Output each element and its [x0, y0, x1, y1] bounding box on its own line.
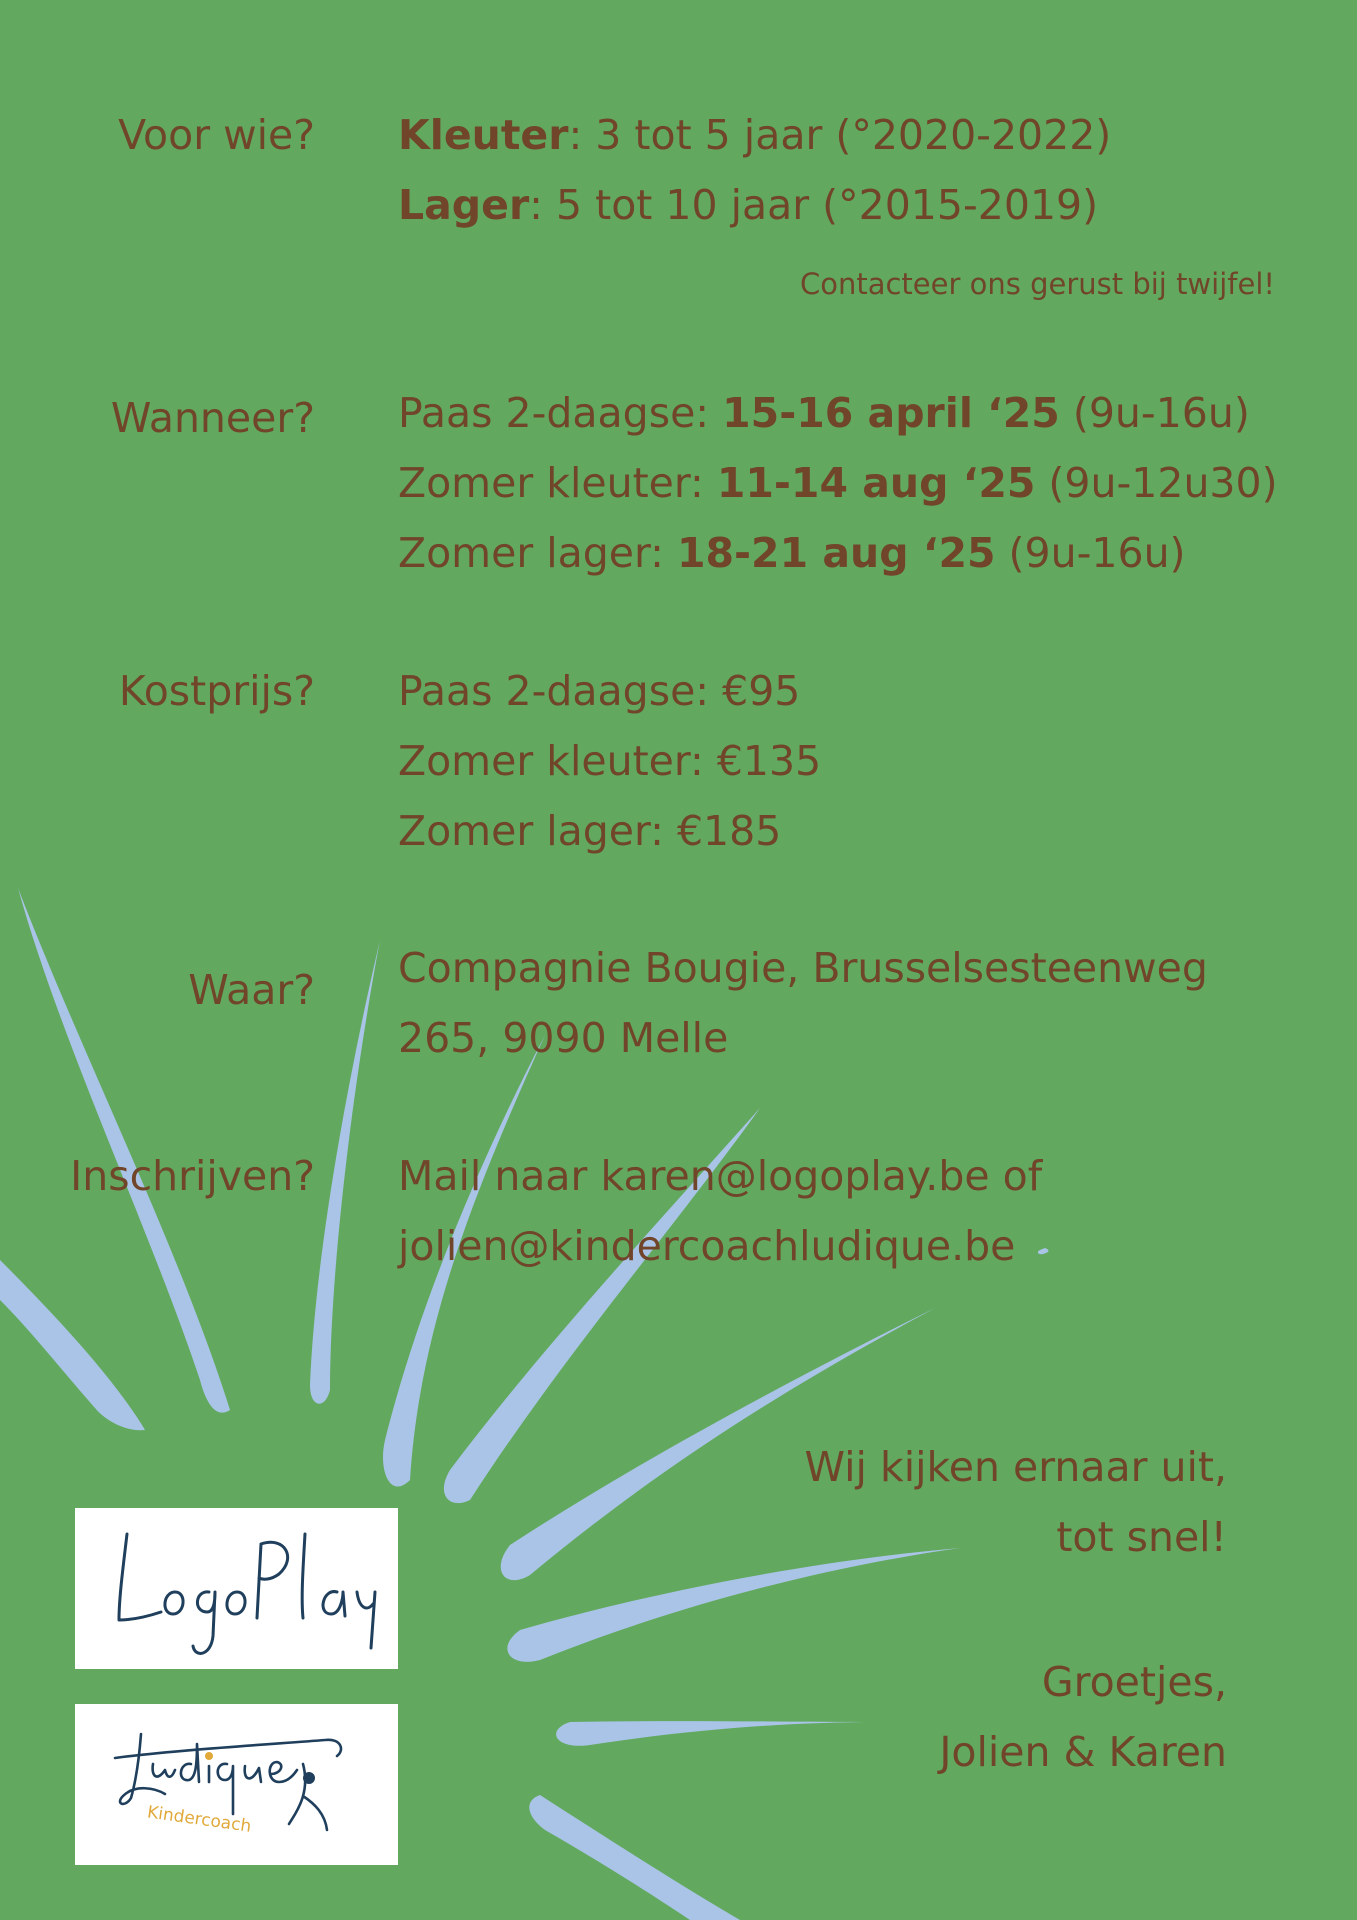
address-line-1: Compagnie Bougie, Brusselsesteenweg — [398, 944, 1208, 992]
closing-line-3: Groetjes, — [1041, 1658, 1227, 1706]
date-zomer-lager: Zomer lager: 18-21 aug ‘25 (9u-16u) — [398, 529, 1186, 577]
logoplay-logo — [75, 1508, 398, 1669]
value-kostprijs — [398, 656, 1318, 866]
date-paas: Paas 2-daagse: 15-16 april ‘25 (9u-16u) — [398, 389, 1250, 437]
label-inschrijven: Inschrijven? — [70, 1152, 315, 1200]
value-waar — [398, 933, 1318, 1073]
contact-note: Contacteer ons gerust bij twijfel! — [799, 267, 1275, 301]
address-line-2: 265, 9090 Melle — [398, 1014, 729, 1062]
label-waar: Waar? — [188, 966, 315, 1014]
value-voor-wie — [398, 100, 1318, 240]
closing-line-2: tot snel! — [1056, 1513, 1227, 1561]
value-wanneer — [398, 378, 1318, 588]
label-wanneer: Wanneer? — [110, 394, 315, 442]
closing-line-4: Jolien & Karen — [939, 1728, 1227, 1776]
ludique-logo-art — [75, 1704, 398, 1865]
value-inschrijven — [398, 1141, 1318, 1281]
ludique-kindercoach-logo — [75, 1704, 398, 1865]
ludique-subtitle: Kindercoach — [145, 1802, 253, 1837]
closing-line-1: Wij kijken ernaar uit, — [804, 1443, 1227, 1491]
closing-greeting — [627, 1432, 1227, 1572]
age-group-lager: Lager: 5 tot 10 jaar (°2015-2019) — [398, 181, 1099, 229]
age-group-kleuter: Kleuter: 3 tot 5 jaar (°2020-2022) — [398, 111, 1112, 159]
registration-email-jolien: jolien@kindercoachludique.be — [398, 1222, 1016, 1270]
price-zomer-lager: Zomer lager: €185 — [398, 807, 782, 855]
closing-signature — [627, 1647, 1227, 1787]
label-kostprijs: Kostprijs? — [118, 667, 315, 715]
logoplay-logo-art — [75, 1508, 398, 1669]
price-zomer-kleuter: Zomer kleuter: €135 — [398, 737, 822, 785]
registration-line-1: Mail naar karen@logoplay.be of — [398, 1152, 1043, 1200]
price-paas: Paas 2-daagse: €95 — [398, 667, 801, 715]
label-voor-wie: Voor wie? — [118, 111, 315, 159]
date-zomer-kleuter: Zomer kleuter: 11-14 aug ‘25 (9u-12u30) — [398, 459, 1278, 507]
